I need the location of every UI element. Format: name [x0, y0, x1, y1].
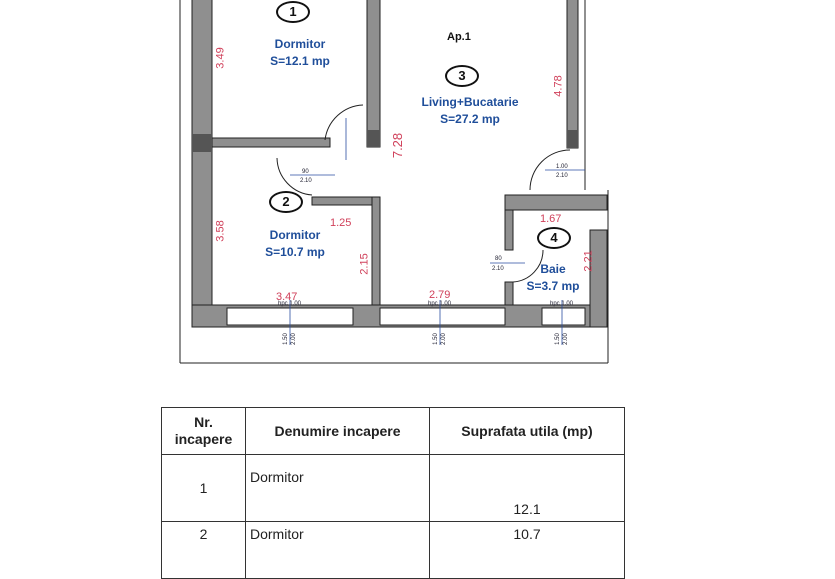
dim-living-width: 2.79	[429, 289, 451, 301]
room-area-table	[161, 407, 625, 579]
window-living-hpc: hpc 1.00	[428, 301, 452, 307]
dim-bath-width: 1.67	[540, 213, 562, 225]
header-name: Denumire incapere	[246, 408, 430, 455]
header-nr: Nr. incapere	[162, 408, 246, 455]
dim-bed2-wall: 2.15	[358, 253, 371, 275]
door-arc-bed2	[277, 158, 312, 195]
room-1-name: Dormitor	[274, 37, 326, 51]
dim-bed2-width: 3.47	[276, 291, 298, 303]
cell-nr: 2	[162, 522, 246, 579]
dim-bed2-niche: 1.25	[330, 217, 352, 229]
dim-bed1-height: 3.49	[214, 47, 227, 69]
window-living-width: 1.50	[432, 333, 439, 345]
window-living	[380, 308, 505, 325]
table-row	[162, 455, 625, 522]
dim-living-right: 4.78	[552, 75, 565, 97]
door-living-height: 2.10	[556, 173, 568, 179]
window-bed2-width: 1.50	[282, 333, 289, 345]
wall-bed1-right	[367, 0, 380, 147]
window-bath	[542, 308, 585, 325]
window-bath-width: 1.50	[554, 333, 561, 345]
door-bed2-width: 90	[302, 169, 309, 175]
room-1-label	[245, 36, 355, 70]
room-number-4: 4	[537, 227, 571, 249]
room-3-area: S=27.2 mp	[440, 112, 500, 126]
room-number-1: 1	[276, 1, 310, 23]
door-bath-width: 80	[495, 256, 502, 262]
dim-living-height: 7.28	[390, 132, 406, 159]
window-bed2-height: 2.00	[290, 333, 297, 345]
door-bath-height: 2.10	[492, 266, 504, 272]
cell-name: Dormitor	[246, 455, 430, 522]
room-number-3: 3	[445, 65, 479, 87]
room-3-label	[400, 94, 540, 128]
wall-bed1-bed2	[212, 138, 330, 147]
room-1-area: S=12.1 mp	[270, 54, 330, 68]
wall-bath-left-lower	[505, 282, 513, 305]
dim-bath-height: 2.21	[582, 250, 595, 272]
wall-living-right	[567, 0, 578, 148]
cell-nr: 1	[162, 455, 246, 522]
door-bed2-height: 2.10	[300, 178, 312, 184]
apartment-label: Ap.1	[447, 31, 471, 43]
door-arc-bed1	[325, 105, 363, 140]
room-number-2: 2	[269, 191, 303, 213]
wall-bed2-right	[372, 197, 380, 305]
table-row	[162, 522, 625, 579]
room-2-label	[240, 227, 350, 261]
wall-bath-top	[505, 195, 607, 210]
door-living-width: 1.00	[556, 164, 568, 170]
room-3-name: Living+Bucatarie	[421, 95, 519, 109]
wall-left	[192, 0, 212, 327]
window-bed2-hpc: hpc 1.00	[278, 301, 302, 307]
header-area: Suprafata utila (mp)	[430, 408, 625, 455]
room-4-label	[518, 261, 588, 295]
window-bath-hpc: hpc 1.00	[550, 301, 574, 307]
cell-name: Dormitor	[246, 522, 430, 579]
room-2-name: Dormitor	[269, 228, 321, 242]
window-bath-height: 2.00	[562, 333, 569, 345]
cell-area: 10.7	[430, 522, 625, 579]
wall-bath-right	[590, 230, 607, 327]
room-4-area: S=3.7 mp	[526, 279, 580, 293]
dim-bed2-height: 3.58	[214, 220, 227, 242]
room-4-name: Baie	[540, 262, 566, 276]
cell-area: 12.1	[430, 455, 625, 522]
window-living-height: 2.00	[440, 333, 447, 345]
wall-bed2-top	[312, 197, 380, 205]
table-header-row	[162, 408, 625, 455]
room-2-area: S=10.7 mp	[265, 245, 325, 259]
